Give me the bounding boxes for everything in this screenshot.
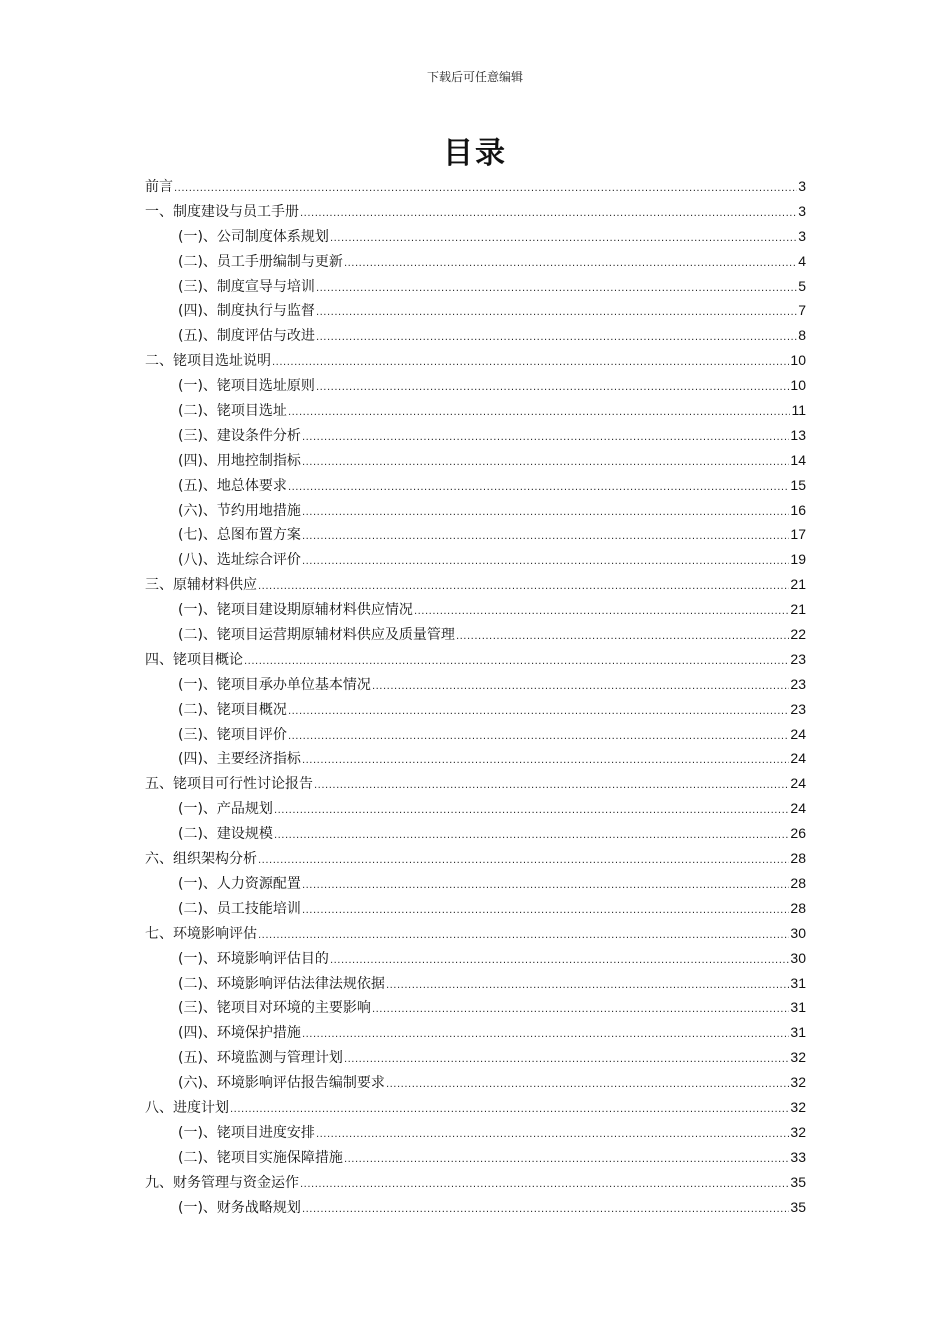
toc-leader-dots xyxy=(288,725,789,750)
toc-entry-page: 14 xyxy=(790,451,806,468)
toc-entry-label: (四)、用地控制指标 xyxy=(178,452,301,469)
toc-leader-dots xyxy=(302,501,789,526)
toc-entry-page: 22 xyxy=(790,626,806,643)
toc-entry-page: 23 xyxy=(790,675,806,692)
toc-entry-page: 28 xyxy=(790,874,806,891)
toc-leader-dots xyxy=(302,749,789,774)
toc-leader-dots xyxy=(302,1198,789,1223)
toc-entry[interactable] xyxy=(145,896,806,921)
toc-entry-page: 15 xyxy=(790,476,806,493)
toc-leader-dots xyxy=(344,252,797,277)
toc-entry[interactable] xyxy=(145,971,806,996)
toc-entry-page: 23 xyxy=(790,650,806,667)
toc-entry[interactable] xyxy=(145,522,806,547)
toc-entry-label: (八)、选址综合评价 xyxy=(178,552,301,569)
table-of-contents xyxy=(145,174,806,1219)
toc-entry-label: (二)、铑项目选址 xyxy=(178,403,287,420)
toc-entry[interactable] xyxy=(145,249,806,274)
toc-entry-page: 24 xyxy=(790,725,806,742)
toc-leader-dots xyxy=(302,550,789,575)
toc-entry-label: (七)、总图布置方案 xyxy=(178,527,301,544)
toc-leader-dots xyxy=(274,799,789,824)
toc-entry[interactable] xyxy=(145,846,806,871)
toc-entry-label: 六、组织架构分析 xyxy=(145,851,257,868)
toc-leader-dots xyxy=(386,974,789,999)
toc-entry-page: 19 xyxy=(790,551,806,568)
toc-entry-label: 二、铑项目选址说明 xyxy=(145,353,271,370)
toc-entry-page: 32 xyxy=(790,1098,806,1115)
toc-entry[interactable] xyxy=(145,199,806,224)
toc-entry-label: (一)、铑项目建设期原辅材料供应情况 xyxy=(178,602,413,619)
toc-entry[interactable] xyxy=(145,771,806,796)
toc-entry-page: 31 xyxy=(790,999,806,1016)
toc-entry[interactable] xyxy=(145,622,806,647)
toc-entry-page: 7 xyxy=(798,302,806,319)
toc-leader-dots xyxy=(300,202,797,227)
toc-entry-label: 四、铑项目概论 xyxy=(145,651,243,668)
toc-entry-page: 28 xyxy=(790,899,806,916)
toc-entry[interactable] xyxy=(145,871,806,896)
toc-entry-page: 35 xyxy=(790,1198,806,1215)
toc-leader-dots xyxy=(316,376,789,401)
toc-entry-label: (二)、员工手册编制与更新 xyxy=(178,253,343,270)
toc-entry-label: (一)、铑项目进度安排 xyxy=(178,1124,315,1141)
toc-entry[interactable] xyxy=(145,473,806,498)
toc-leader-dots xyxy=(316,326,797,351)
toc-entry-page: 31 xyxy=(790,974,806,991)
toc-leader-dots xyxy=(288,700,789,725)
toc-entry[interactable] xyxy=(145,921,806,946)
toc-entry[interactable] xyxy=(145,1045,806,1070)
toc-entry[interactable] xyxy=(145,821,806,846)
toc-leader-dots xyxy=(258,849,789,874)
toc-leader-dots xyxy=(372,675,789,700)
toc-entry[interactable] xyxy=(145,547,806,572)
toc-leader-dots xyxy=(258,575,789,600)
toc-entry[interactable] xyxy=(145,373,806,398)
toc-leader-dots xyxy=(414,600,789,625)
toc-entry-page: 3 xyxy=(798,202,806,219)
toc-entry-page: 4 xyxy=(798,252,806,269)
toc-leader-dots xyxy=(174,177,797,202)
toc-entry-label: (一)、财务战略规划 xyxy=(178,1199,301,1216)
toc-entry-page: 8 xyxy=(798,327,806,344)
toc-leader-dots xyxy=(302,525,789,550)
toc-leader-dots xyxy=(302,451,789,476)
toc-entry[interactable] xyxy=(145,746,806,771)
toc-entry-label: (二)、员工技能培训 xyxy=(178,900,301,917)
toc-entry-label: (四)、主要经济指标 xyxy=(178,751,301,768)
toc-entry[interactable] xyxy=(145,1145,806,1170)
toc-leader-dots xyxy=(302,874,789,899)
toc-leader-dots xyxy=(302,426,789,451)
toc-leader-dots xyxy=(316,301,797,326)
toc-entry-page: 16 xyxy=(790,501,806,518)
toc-leader-dots xyxy=(230,1098,789,1123)
toc-leader-dots xyxy=(288,476,789,501)
toc-entry-page: 31 xyxy=(790,1024,806,1041)
toc-entry-page: 32 xyxy=(790,1123,806,1140)
toc-entry[interactable] xyxy=(145,1120,806,1145)
toc-leader-dots xyxy=(344,1148,789,1173)
toc-leader-dots xyxy=(302,899,789,924)
toc-leader-dots xyxy=(272,351,789,376)
toc-leader-dots xyxy=(274,824,789,849)
toc-entry-label: (五)、地总体要求 xyxy=(178,477,287,494)
toc-leader-dots xyxy=(258,924,789,949)
toc-entry-label: 三、原辅材料供应 xyxy=(145,577,257,594)
toc-entry-label: (五)、环境监测与管理计划 xyxy=(178,1050,343,1067)
toc-entry-label: 八、进度计划 xyxy=(145,1099,229,1116)
toc-entry[interactable] xyxy=(145,1020,806,1045)
toc-entry[interactable] xyxy=(145,1095,806,1120)
toc-leader-dots xyxy=(344,1048,789,1073)
toc-entry-label: (一)、铑项目选址原则 xyxy=(178,378,315,395)
toc-entry-page: 21 xyxy=(790,601,806,618)
toc-entry-page: 3 xyxy=(798,227,806,244)
toc-entry[interactable] xyxy=(145,796,806,821)
toc-entry-page: 26 xyxy=(790,825,806,842)
toc-entry-page: 17 xyxy=(790,526,806,543)
toc-entry-label: (六)、环境影响评估报告编制要求 xyxy=(178,1075,385,1092)
toc-entry[interactable] xyxy=(145,274,806,299)
toc-entry-label: (四)、制度执行与监督 xyxy=(178,303,315,320)
toc-entry-page: 30 xyxy=(790,924,806,941)
toc-entry-label: (三)、建设条件分析 xyxy=(178,427,301,444)
toc-entry[interactable] xyxy=(145,423,806,448)
toc-leader-dots xyxy=(372,998,789,1023)
toc-entry-page: 10 xyxy=(790,377,806,394)
toc-entry[interactable] xyxy=(145,995,806,1020)
toc-leader-dots xyxy=(244,650,789,675)
toc-entry-page: 28 xyxy=(790,850,806,867)
toc-entry[interactable] xyxy=(145,224,806,249)
toc-entry-label: (二)、铑项目实施保障措施 xyxy=(178,1149,343,1166)
toc-entry-page: 33 xyxy=(790,1148,806,1165)
toc-entry-page: 24 xyxy=(790,775,806,792)
toc-entry-label: (六)、节约用地措施 xyxy=(178,502,301,519)
toc-entry-page: 35 xyxy=(790,1173,806,1190)
toc-entry[interactable] xyxy=(145,398,806,423)
toc-entry-label: 五、铑项目可行性讨论报告 xyxy=(145,776,313,793)
toc-entry-label: (二)、铑项目概况 xyxy=(178,701,287,718)
toc-entry-label: (五)、制度评估与改进 xyxy=(178,328,315,345)
toc-entry[interactable] xyxy=(145,323,806,348)
toc-entry-label: (二)、建设规模 xyxy=(178,826,273,843)
toc-entry-label: (一)、环境影响评估目的 xyxy=(178,950,329,967)
toc-entry-page: 32 xyxy=(790,1049,806,1066)
toc-entry-label: (二)、环境影响评估法律法规依据 xyxy=(178,975,385,992)
toc-entry-label: (一)、铑项目承办单位基本情况 xyxy=(178,676,371,693)
toc-leader-dots xyxy=(456,625,789,650)
toc-leader-dots xyxy=(302,1023,789,1048)
toc-title: 目录 xyxy=(443,136,507,171)
toc-entry[interactable] xyxy=(145,572,806,597)
toc-entry-page: 24 xyxy=(790,750,806,767)
toc-entry-page: 3 xyxy=(798,178,806,194)
toc-entry[interactable] xyxy=(145,1195,806,1220)
toc-entry-label: (一)、公司制度体系规划 xyxy=(178,228,329,245)
toc-leader-dots xyxy=(316,1123,789,1148)
toc-entry-page: 13 xyxy=(790,426,806,443)
toc-entry-page: 30 xyxy=(790,949,806,966)
toc-leader-dots xyxy=(288,401,791,426)
toc-entry-label: (一)、人力资源配置 xyxy=(178,875,301,892)
toc-entry[interactable] xyxy=(145,174,806,199)
toc-entry-page: 5 xyxy=(798,277,806,294)
toc-entry[interactable] xyxy=(145,722,806,747)
toc-entry-label: (一)、产品规划 xyxy=(178,801,273,818)
header-note: 下载后可任意编辑 xyxy=(426,70,523,84)
toc-entry-label: (三)、铑项目对环境的主要影响 xyxy=(178,1000,371,1017)
toc-entry[interactable] xyxy=(145,697,806,722)
toc-entry[interactable] xyxy=(145,672,806,697)
toc-entry[interactable] xyxy=(145,597,806,622)
toc-entry-page: 21 xyxy=(790,576,806,593)
toc-leader-dots xyxy=(330,227,797,252)
toc-entry-page: 32 xyxy=(790,1074,806,1091)
toc-entry-label: 九、财务管理与资金运作 xyxy=(145,1174,299,1191)
toc-entry[interactable] xyxy=(145,498,806,523)
toc-entry-page: 23 xyxy=(790,700,806,717)
toc-entry[interactable] xyxy=(145,1070,806,1095)
toc-leader-dots xyxy=(316,277,797,302)
toc-entry-label: (二)、铑项目运营期原辅材料供应及质量管理 xyxy=(178,627,455,644)
toc-entry[interactable] xyxy=(145,946,806,971)
toc-entry[interactable] xyxy=(145,1170,806,1195)
toc-entry[interactable] xyxy=(145,348,806,373)
toc-entry[interactable] xyxy=(145,298,806,323)
toc-entry-label: (三)、制度宣导与培训 xyxy=(178,278,315,295)
toc-leader-dots xyxy=(314,774,789,799)
toc-entry[interactable] xyxy=(145,647,806,672)
toc-entry-page: 11 xyxy=(791,402,806,419)
toc-entry-label: (四)、环境保护措施 xyxy=(178,1025,301,1042)
toc-entry-page: 24 xyxy=(790,800,806,817)
toc-leader-dots xyxy=(330,949,789,974)
toc-entry-label: (三)、铑项目评价 xyxy=(178,726,287,743)
toc-entry-label: 七、环境影响评估 xyxy=(145,925,257,942)
toc-leader-dots xyxy=(386,1073,789,1098)
toc-entry-page: 10 xyxy=(790,352,806,369)
toc-entry-label: 前言 xyxy=(145,179,173,195)
toc-entry-label: 一、制度建设与员工手册 xyxy=(145,203,299,220)
toc-leader-dots xyxy=(300,1173,789,1198)
toc-entry[interactable] xyxy=(145,448,806,473)
